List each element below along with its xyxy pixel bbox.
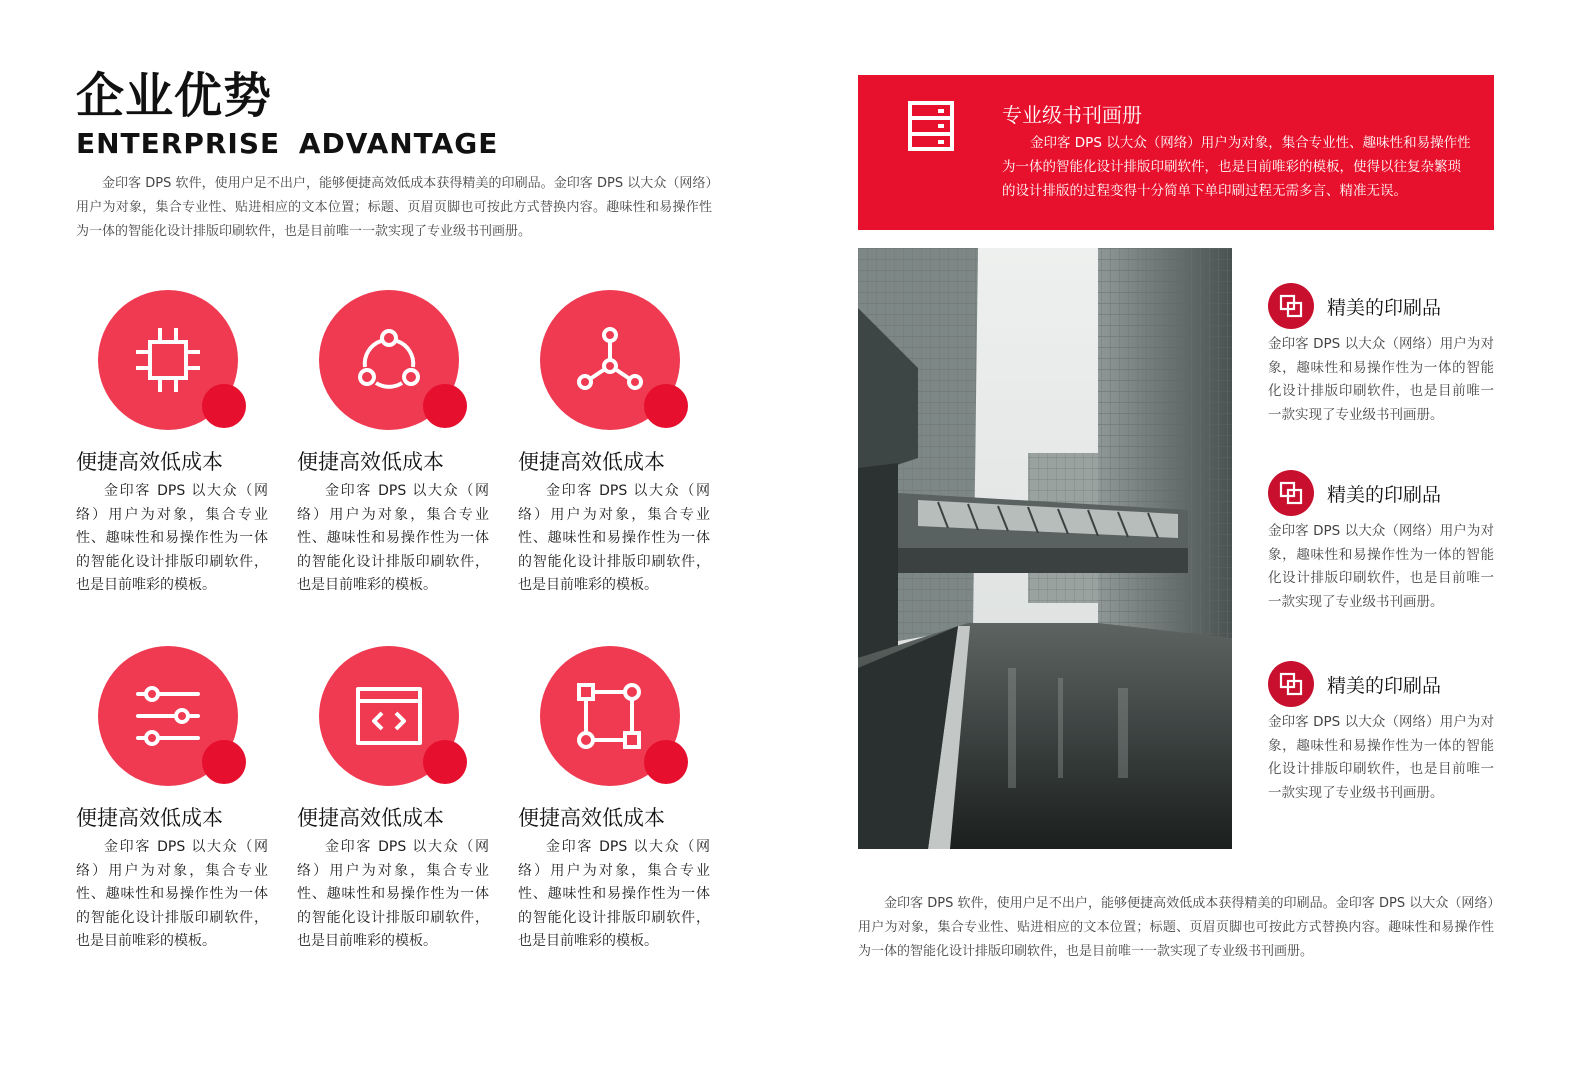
feature-desc: 金印客 DPS 以大众（网络）用户为对象，集合专业性、趣味性和易操作性为一体的智能化设计排版印刷软件，也是目前唯彩的模板。 [518,483,710,593]
banner-title: 专业级书刊画册 [1002,103,1142,127]
side-item-desc: 金印客 DPS 以大众（网络）用户为对象，趣味性和易操作性为一体的智能化设计排版印刷软件，也是目前唯一一款实现了专业级书刊画册。 [1268,523,1494,610]
overlap-squares-icon [1268,283,1314,329]
feature-card [76,290,276,610]
hub-nodes-icon [575,325,645,395]
feature-title: 便捷高效低成本 [297,450,444,474]
feature-desc: 金印客 DPS 以大众（网络）用户为对象，集合专业性、趣味性和易操作性为一体的智能化设计排版印刷软件，也是目前唯彩的模板。 [76,483,268,593]
overlap-squares-icon [1268,661,1314,707]
feature-desc: 金印客 DPS 以大众（网络）用户为对象，集合专业性、趣味性和易操作性为一体的智能化设计排版印刷软件，也是目前唯彩的模板。 [518,839,710,949]
feature-desc: 金印客 DPS 以大众（网络）用户为对象，集合专业性、趣味性和易操作性为一体的智能化设计排版印刷软件，也是目前唯彩的模板。 [76,839,268,949]
side-item-desc: 金印客 DPS 以大众（网络）用户为对象，趣味性和易操作性为一体的智能化设计排版印刷软件，也是目前唯一一款实现了专业级书刊画册。 [1268,714,1494,801]
feature-card [518,646,718,966]
code-window-icon [354,681,424,751]
share-cycle-icon [354,325,424,395]
crop-frame-icon [133,325,203,395]
accent-dot [644,384,688,428]
intro-paragraph: 金印客 DPS 软件，使用户足不出户，能够便捷高效低成本获得精美的印刷品。金印客 DPS 以大众（网络）用户为对象，集合专业性、贴进相应的文本位置；标题、页眉页脚也可按此方式替换内容。趣味性和易操作性为一体的智能化设计排版印刷软件，也是目前唯一一款实现了专业级书刊画册。 [76,176,712,239]
feature-title: 便捷高效低成本 [76,806,223,830]
feature-desc: 金印客 DPS 以大众（网络）用户为对象，集合专业性、趣味性和易操作性为一体的智能化设计排版印刷软件，也是目前唯彩的模板。 [297,839,489,949]
file-cabinet-icon [908,101,954,151]
overlap-squares-icon [1268,470,1314,516]
side-feature-item [1268,283,1494,433]
accent-dot [644,740,688,784]
highlight-banner [858,75,1494,230]
feature-card [518,290,718,610]
feature-card [297,290,497,610]
feature-title: 便捷高效低成本 [518,806,665,830]
side-item-title: 精美的印刷品 [1327,675,1442,697]
side-item-title: 精美的印刷品 [1327,484,1442,506]
feature-desc: 金印客 DPS 以大众（网络）用户为对象，集合专业性、趣味性和易操作性为一体的智能化设计排版印刷软件，也是目前唯彩的模板。 [297,483,489,593]
city-street-skyway-photo [858,248,1232,849]
page-title: 企业优势 [76,68,273,124]
accent-dot [202,740,246,784]
feature-card [76,646,276,966]
side-item-desc: 金印客 DPS 以大众（网络）用户为对象，趣味性和易操作性为一体的智能化设计排版印刷软件，也是目前唯一一款实现了专业级书刊画册。 [1268,336,1494,423]
accent-dot [202,384,246,428]
sliders-icon [133,681,203,751]
banner-desc: 金印客 DPS 以大众（网络）用户为对象，集合专业性、趣味性和易操作性为一体的智能化设计排版印刷软件，也是目前唯彩的模板，使得以往复杂繁琐的设计排版的过程变得十分简单下单印刷过程无需多言、精准无误。 [1002,135,1471,199]
feature-title: 便捷高效低成本 [518,450,665,474]
node-square-icon [575,681,645,751]
feature-title: 便捷高效低成本 [297,806,444,830]
side-feature-item [1268,470,1494,620]
page-subtitle: ENTERPRISE ADVANTAGE [76,127,499,160]
feature-title: 便捷高效低成本 [76,450,223,474]
accent-dot [423,740,467,784]
feature-card [297,646,497,966]
side-feature-item [1268,661,1494,811]
closing-paragraph: 金印客 DPS 软件，使用户足不出户，能够便捷高效低成本获得精美的印刷品。金印客 DPS 以大众（网络）用户为对象，集合专业性、贴进相应的文本位置；标题、页眉页脚也可按此方式替换内容。趣味性和易操作性为一体的智能化设计排版印刷软件，也是目前唯一一款实现了专业级书刊画册。 [858,896,1494,959]
accent-dot [423,384,467,428]
side-item-title: 精美的印刷品 [1327,297,1442,319]
